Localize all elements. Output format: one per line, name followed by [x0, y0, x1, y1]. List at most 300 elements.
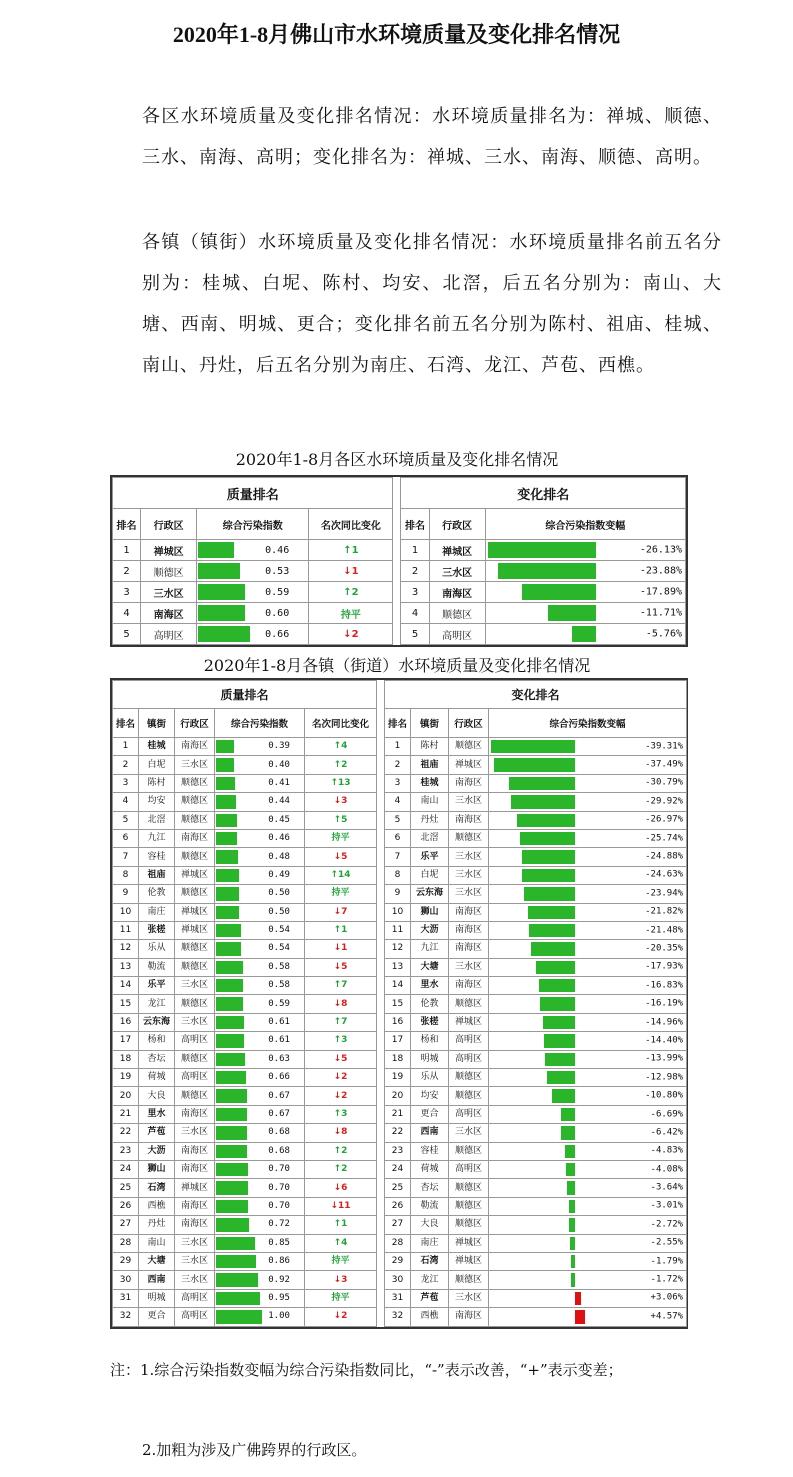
rank-change-cell: ↑7 — [305, 1013, 377, 1031]
rank-change-cell: ↑2 — [305, 1160, 377, 1178]
column-separator — [393, 624, 401, 645]
rank-cell: 5 — [385, 811, 411, 829]
index-bar — [216, 850, 238, 863]
change-cell — [489, 1069, 687, 1087]
district-cell: 高明区 — [175, 1289, 215, 1307]
town-cell: 芦苞 — [139, 1124, 175, 1142]
column-separator — [377, 903, 385, 921]
column-separator — [377, 1013, 385, 1031]
table2-caption: 2020年1-8月各镇（街道）水环境质量及变化排名情况 — [203, 656, 591, 675]
col-rank: 排名 — [113, 509, 141, 540]
col-rank-change: 名次同比变化 — [309, 509, 393, 540]
index-bar — [216, 1053, 245, 1066]
district-cell: 禅城区 — [449, 1252, 489, 1270]
column-separator — [377, 1271, 385, 1289]
index-cell — [215, 866, 305, 884]
index-bar — [216, 1218, 249, 1231]
change-value: +4.57% — [650, 1311, 684, 1322]
column-separator — [377, 866, 385, 884]
table-row — [113, 1216, 687, 1234]
rank-cell: 19 — [385, 1069, 411, 1087]
index-cell — [215, 1216, 305, 1234]
district-cell: 顺德区 — [449, 995, 489, 1013]
rank-cell: 18 — [113, 1050, 139, 1068]
change-bar — [571, 1255, 575, 1268]
district-cell: 南海区 — [429, 582, 485, 603]
district-cell: 高明区 — [429, 624, 485, 645]
change-value: -21.48% — [645, 925, 684, 936]
town-cell: 勒流 — [139, 958, 175, 976]
index-value: 0.54 — [268, 925, 290, 936]
district-cell: 顺德区 — [175, 958, 215, 976]
change-bar — [517, 814, 575, 827]
index-bar — [216, 1255, 256, 1268]
change-cell — [489, 1105, 687, 1123]
district-cell: 顺德区 — [449, 1142, 489, 1160]
rank-cell: 26 — [113, 1197, 139, 1215]
col-rank: 排名 — [401, 509, 429, 540]
change-bar — [570, 1237, 575, 1250]
index-value: 0.67 — [268, 1090, 290, 1101]
index-bar — [216, 795, 236, 808]
rank-change-cell: 持平 — [305, 1289, 377, 1307]
rank-change-cell: ↑4 — [305, 738, 377, 756]
change-cell — [489, 1124, 687, 1142]
change-bar — [544, 1034, 575, 1047]
table-row — [113, 940, 687, 958]
change-cell — [489, 1179, 687, 1197]
change-value: -13.99% — [645, 1053, 684, 1064]
town-cell: 大塘 — [411, 958, 449, 976]
column-separator — [377, 756, 385, 774]
town-cell: 南山 — [139, 1234, 175, 1252]
rank-cell: 10 — [113, 903, 139, 921]
change-value: -25.74% — [645, 833, 684, 844]
town-cell: 云东海 — [411, 885, 449, 903]
column-separator — [377, 940, 385, 958]
rank-cell: 17 — [113, 1032, 139, 1050]
index-cell — [215, 793, 305, 811]
town-cell: 大良 — [139, 1087, 175, 1105]
district-cell: 禅城区 — [141, 540, 197, 561]
rank-cell: 3 — [401, 582, 429, 603]
index-bar — [216, 869, 239, 882]
district-cell: 禅城区 — [449, 1234, 489, 1252]
town-cell: 祖庙 — [139, 866, 175, 884]
district-cell: 顺德区 — [175, 811, 215, 829]
change-bar — [572, 626, 596, 642]
index-bar — [216, 1292, 260, 1305]
index-cell — [215, 1234, 305, 1252]
rank-cell: 2 — [113, 756, 139, 774]
rank-cell: 15 — [385, 995, 411, 1013]
change-cell — [489, 1216, 687, 1234]
town-cell: 杏坛 — [411, 1179, 449, 1197]
district-cell: 三水区 — [175, 756, 215, 774]
change-bar — [545, 1053, 575, 1066]
column-separator — [377, 848, 385, 866]
change-value: -39.31% — [645, 741, 684, 752]
district-cell: 禅城区 — [175, 1179, 215, 1197]
town-cell: 北滘 — [139, 811, 175, 829]
column-separator — [377, 811, 385, 829]
district-cell: 三水区 — [175, 1252, 215, 1270]
column-separator — [377, 1160, 385, 1178]
index-cell — [215, 756, 305, 774]
town-cell: 伦教 — [139, 885, 175, 903]
district-cell: 禅城区 — [175, 866, 215, 884]
change-cell — [485, 624, 685, 645]
change-bar — [491, 740, 576, 753]
change-value: -12.98% — [645, 1072, 684, 1083]
town-cell: 乐平 — [139, 977, 175, 995]
index-value: 0.70 — [268, 1182, 290, 1193]
col-rank: 排名 — [385, 709, 411, 738]
table-row — [113, 561, 686, 582]
column-separator — [377, 1032, 385, 1050]
change-cell — [489, 940, 687, 958]
change-value: -10.80% — [645, 1090, 684, 1101]
rank-cell: 23 — [385, 1142, 411, 1160]
index-cell — [215, 995, 305, 1013]
index-cell — [215, 1013, 305, 1031]
index-value: 0.67 — [268, 1109, 290, 1119]
town-cell: 乐平 — [411, 848, 449, 866]
rank-change-cell: ↓1 — [309, 561, 393, 582]
change-value: -24.63% — [645, 869, 684, 880]
change-bar — [522, 850, 575, 863]
footnote-2: 2.加粗为涉及广佛跨界的行政区。 — [142, 1441, 367, 1459]
table-row — [113, 1013, 687, 1031]
index-cell — [215, 1087, 305, 1105]
table-row — [113, 774, 687, 792]
rank-cell: 25 — [385, 1179, 411, 1197]
change-bar — [566, 1163, 575, 1176]
change-value: -37.49% — [645, 759, 684, 770]
town-cell: 南山 — [411, 793, 449, 811]
table-row — [113, 1234, 687, 1252]
rank-cell: 32 — [385, 1308, 411, 1326]
index-value: 0.46 — [265, 544, 290, 556]
table-row — [113, 1308, 687, 1326]
index-value: 0.59 — [265, 586, 290, 598]
rank-change-cell: ↑1 — [305, 921, 377, 939]
index-cell — [215, 848, 305, 866]
column-separator — [377, 829, 385, 847]
district-cell: 南海区 — [449, 1308, 489, 1326]
rank-cell: 21 — [113, 1105, 139, 1123]
change-value: -14.40% — [645, 1035, 684, 1046]
index-cell — [215, 1160, 305, 1178]
rank-cell: 7 — [385, 848, 411, 866]
rank-cell: 5 — [113, 624, 141, 645]
change-bar — [528, 906, 575, 919]
rank-cell: 26 — [385, 1197, 411, 1215]
change-bar — [569, 1200, 575, 1213]
district-cell: 顺德区 — [449, 1197, 489, 1215]
rank-cell: 3 — [113, 582, 141, 603]
rank-cell: 28 — [385, 1234, 411, 1252]
rank-change-cell: ↓8 — [305, 995, 377, 1013]
rank-change-cell: ↓8 — [305, 1124, 377, 1142]
rank-cell: 20 — [385, 1087, 411, 1105]
index-value: 0.59 — [268, 998, 290, 1009]
column-separator — [377, 885, 385, 903]
district-cell: 高明区 — [175, 1308, 215, 1326]
rank-cell: 23 — [113, 1142, 139, 1160]
page-title: 2020年1-8月佛山市水环境质量及变化排名情况 — [172, 22, 621, 47]
town-cell: 大良 — [411, 1216, 449, 1234]
change-bar — [494, 758, 575, 771]
change-cell — [489, 1308, 687, 1326]
change-cell — [489, 848, 687, 866]
index-bar — [216, 1163, 248, 1176]
index-cell — [215, 1069, 305, 1087]
rank-change-cell: 持平 — [305, 885, 377, 903]
index-cell — [215, 1197, 305, 1215]
table-row — [113, 848, 687, 866]
index-value: 0.68 — [268, 1127, 290, 1138]
index-cell — [197, 603, 309, 624]
town-cell: 勒流 — [411, 1197, 449, 1215]
rank-cell: 7 — [113, 848, 139, 866]
col-town: 镇街 — [411, 709, 449, 738]
change-cell — [489, 738, 687, 756]
change-bar — [498, 563, 596, 579]
change-bar — [524, 887, 575, 900]
table-row — [113, 624, 686, 645]
paragraph-district-summary: 各区水环境质量及变化排名情况：水环境质量排名为：禅城、顺德、三水、南海、高明；变化排名为：禅城、三水、南海、顺德、高明。 — [142, 106, 722, 168]
change-bar — [539, 979, 575, 992]
district-cell: 顺德区 — [449, 738, 489, 756]
change-value: -11.71% — [639, 607, 682, 619]
rank-cell: 1 — [113, 540, 141, 561]
town-cell: 张槎 — [139, 921, 175, 939]
index-cell — [197, 582, 309, 603]
rank-cell: 2 — [385, 756, 411, 774]
district-cell: 南海区 — [175, 1105, 215, 1123]
index-value: 0.54 — [268, 943, 290, 954]
index-value: 0.61 — [268, 1035, 290, 1046]
change-value: -1.79% — [650, 1256, 684, 1267]
index-bar — [216, 961, 243, 974]
index-bar — [216, 1034, 244, 1047]
index-value: 0.61 — [268, 1017, 290, 1028]
index-value: 0.85 — [268, 1237, 290, 1248]
rank-change-cell: ↓2 — [305, 1069, 377, 1087]
column-separator — [377, 709, 385, 738]
col-district: 行政区 — [175, 709, 215, 738]
rank-change-cell: ↑13 — [305, 774, 377, 792]
district-cell: 三水区 — [175, 1234, 215, 1252]
rank-cell: 9 — [113, 885, 139, 903]
rank-cell: 16 — [113, 1013, 139, 1031]
district-cell: 三水区 — [175, 977, 215, 995]
district-cell: 顺德区 — [175, 793, 215, 811]
index-cell — [215, 958, 305, 976]
index-value: 0.70 — [268, 1164, 290, 1175]
change-cell — [489, 1050, 687, 1068]
rank-cell: 12 — [113, 940, 139, 958]
change-value: -26.97% — [645, 814, 684, 825]
change-bar — [561, 1126, 575, 1139]
rank-change-cell: ↓5 — [305, 958, 377, 976]
rank-change-cell: ↓2 — [309, 624, 393, 645]
rank-change-cell: 持平 — [309, 603, 393, 624]
change-bar — [520, 832, 575, 845]
change-value: -23.94% — [645, 888, 684, 899]
rank-change-cell: ↑2 — [305, 756, 377, 774]
col-rank: 排名 — [113, 709, 139, 738]
index-cell — [215, 1032, 305, 1050]
town-cell: 更合 — [411, 1105, 449, 1123]
district-cell: 顺德区 — [175, 995, 215, 1013]
district-cell: 三水区 — [449, 848, 489, 866]
change-cell — [485, 561, 685, 582]
rank-cell: 4 — [401, 603, 429, 624]
town-cell: 杨和 — [411, 1032, 449, 1050]
index-bar — [216, 1237, 255, 1250]
district-cell: 顺德区 — [175, 774, 215, 792]
change-bar — [529, 924, 575, 937]
town-cell: 更合 — [139, 1308, 175, 1326]
index-bar — [216, 1016, 244, 1029]
change-cell — [489, 977, 687, 995]
table-row — [113, 1105, 687, 1123]
index-value: 0.49 — [268, 869, 290, 880]
index-bar — [216, 942, 241, 955]
change-cell — [489, 811, 687, 829]
index-bar — [216, 906, 239, 919]
rank-cell: 6 — [113, 829, 139, 847]
district-cell: 顺德区 — [449, 1179, 489, 1197]
town-cell: 桂城 — [411, 774, 449, 792]
change-bar — [488, 542, 595, 558]
change-bar — [561, 1108, 575, 1121]
table-row — [113, 1252, 687, 1270]
index-cell — [215, 903, 305, 921]
rank-change-cell: ↓2 — [305, 1087, 377, 1105]
town-cell: 南庄 — [139, 903, 175, 921]
index-value: 0.50 — [268, 888, 290, 899]
district-cell: 顺德区 — [429, 603, 485, 624]
district-cell: 顺德区 — [449, 1216, 489, 1234]
table-row — [113, 1289, 687, 1307]
index-cell — [215, 1050, 305, 1068]
index-cell — [215, 829, 305, 847]
col-index: 综合污染指数 — [197, 509, 309, 540]
table-row — [113, 1032, 687, 1050]
town-cell: 荷城 — [411, 1160, 449, 1178]
district-cell: 禅城区 — [175, 903, 215, 921]
rank-cell: 30 — [113, 1271, 139, 1289]
rank-cell: 5 — [401, 624, 429, 645]
column-separator — [377, 1050, 385, 1068]
change-cell — [489, 903, 687, 921]
change-value: -17.93% — [645, 961, 684, 972]
column-separator — [393, 509, 401, 540]
rank-cell: 11 — [385, 921, 411, 939]
index-value: 0.46 — [268, 833, 290, 844]
district-cell: 顺德区 — [175, 848, 215, 866]
column-separator — [393, 603, 401, 624]
change-bar — [543, 1016, 575, 1029]
change-ranking-header: 变化排名 — [401, 478, 686, 509]
column-separator — [377, 1234, 385, 1252]
rank-change-cell: ↓5 — [305, 1050, 377, 1068]
rank-change-cell: ↑3 — [305, 1105, 377, 1123]
rank-cell: 10 — [385, 903, 411, 921]
column-separator — [377, 1142, 385, 1160]
rank-cell: 29 — [385, 1252, 411, 1270]
change-value: -5.76% — [645, 628, 682, 640]
index-cell — [197, 540, 309, 561]
rank-cell: 17 — [385, 1032, 411, 1050]
change-value: -2.72% — [650, 1219, 684, 1230]
change-cell — [489, 1032, 687, 1050]
district-cell: 顺德区 — [175, 1050, 215, 1068]
change-bar — [565, 1145, 575, 1158]
rank-cell: 31 — [385, 1289, 411, 1307]
change-cell — [489, 829, 687, 847]
district-cell: 高明区 — [175, 1069, 215, 1087]
table-row — [113, 603, 686, 624]
index-bar — [216, 740, 234, 753]
rank-cell: 21 — [385, 1105, 411, 1123]
rank-cell: 31 — [113, 1289, 139, 1307]
column-separator — [377, 977, 385, 995]
column-separator — [377, 1069, 385, 1087]
table-row — [113, 1160, 687, 1178]
change-bar — [511, 795, 575, 808]
rank-change-cell: ↑2 — [309, 582, 393, 603]
town-cell: 容桂 — [139, 848, 175, 866]
index-bar — [216, 1126, 247, 1139]
col-town: 镇街 — [139, 709, 175, 738]
index-value: 0.86 — [268, 1256, 290, 1267]
table-row — [113, 1069, 687, 1087]
change-cell — [489, 1289, 687, 1307]
index-cell — [215, 1179, 305, 1197]
change-cell — [489, 921, 687, 939]
district-cell: 三水区 — [449, 1289, 489, 1307]
column-separator — [377, 958, 385, 976]
index-cell — [215, 811, 305, 829]
rank-cell: 4 — [385, 793, 411, 811]
change-bar — [575, 1310, 585, 1323]
rank-change-cell: ↑1 — [309, 540, 393, 561]
rank-cell: 14 — [385, 977, 411, 995]
change-value: -14.96% — [645, 1017, 684, 1028]
change-value: -1.72% — [650, 1274, 684, 1285]
change-cell — [489, 866, 687, 884]
rank-change-cell: ↑14 — [305, 866, 377, 884]
change-cell — [485, 603, 685, 624]
index-value: 0.92 — [268, 1274, 290, 1285]
change-cell — [489, 1234, 687, 1252]
rank-cell: 32 — [113, 1308, 139, 1326]
column-separator — [393, 478, 401, 509]
footnote-1: 注：1.综合污染指数变幅为综合污染指数同比，“-”表示改善，“+”表示变差； — [110, 1361, 623, 1379]
index-value: 0.72 — [268, 1219, 290, 1230]
column-separator — [377, 1289, 385, 1307]
rank-cell: 22 — [113, 1124, 139, 1142]
column-separator — [377, 738, 385, 756]
index-bar — [198, 563, 240, 579]
index-cell — [215, 738, 305, 756]
change-ranking-header: 变化排名 — [385, 681, 687, 709]
index-cell — [215, 1252, 305, 1270]
